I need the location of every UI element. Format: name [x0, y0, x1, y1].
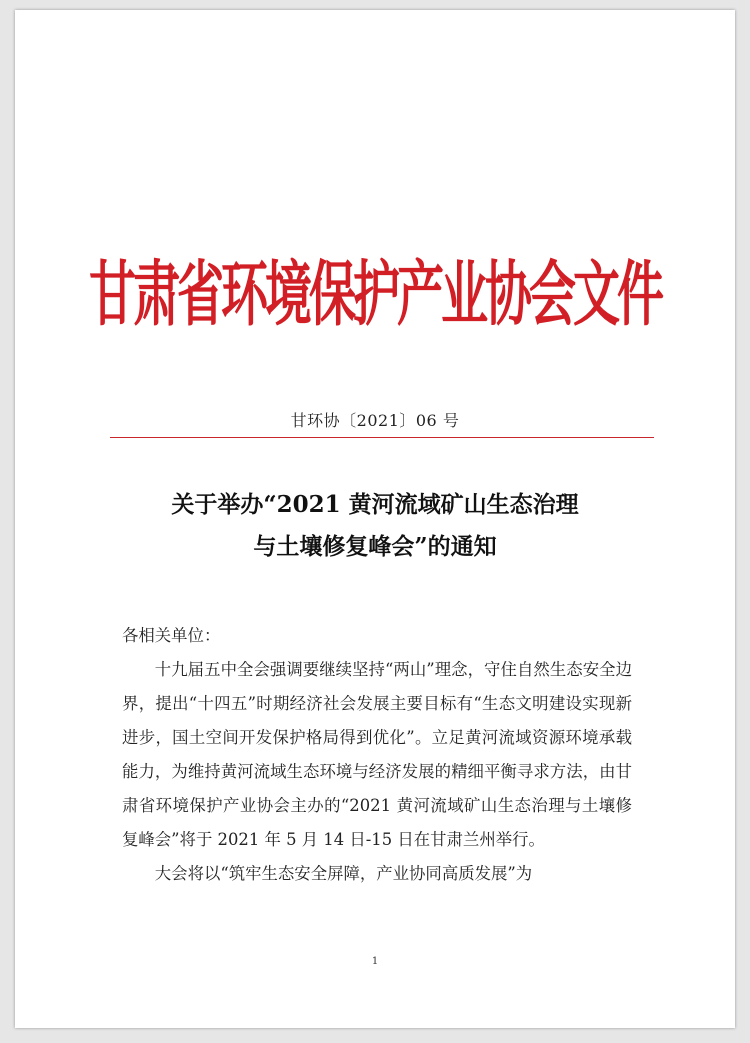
body-paragraph-1: 十九届五中全会强调要继续坚持“两山”理念，守住自然生态安全边界，提出“十四五”时期经济社会发展主要目标有“生态文明建设实现新进步，国土空间开发保护格局得到优化”。立足黄河流域资源环境承载能力，为维持黄河流域生态环境与经济发展的精细平衡寻求方法，由甘肃省环境保护产业协会主办的“2021 黄河流域矿山生态治理与土壤修复峰会”将于 2021 年 5 月 14 日-15 日在甘肃兰州举行。: [122, 660, 632, 849]
body-paragraph-2: 大会将以“筑牢生态安全屏障，产业协同高质发展”为: [154, 864, 533, 883]
document-page: [15, 10, 735, 1028]
document-title: [15, 484, 735, 568]
salutation: 各相关单位：: [122, 626, 221, 645]
title-line-1: 关于举办“2021 黄河流域矿山生态治理: [171, 491, 579, 518]
document-number: 甘环协〔2021〕06 号: [290, 411, 460, 430]
title-line-2: 与土壤修复峰会”的通知: [253, 533, 497, 560]
red-divider: [110, 437, 654, 438]
document-header: 甘肃省环境保护产业协会文件: [89, 254, 661, 337]
page-number: 1: [371, 956, 379, 967]
document-body: [122, 619, 632, 891]
